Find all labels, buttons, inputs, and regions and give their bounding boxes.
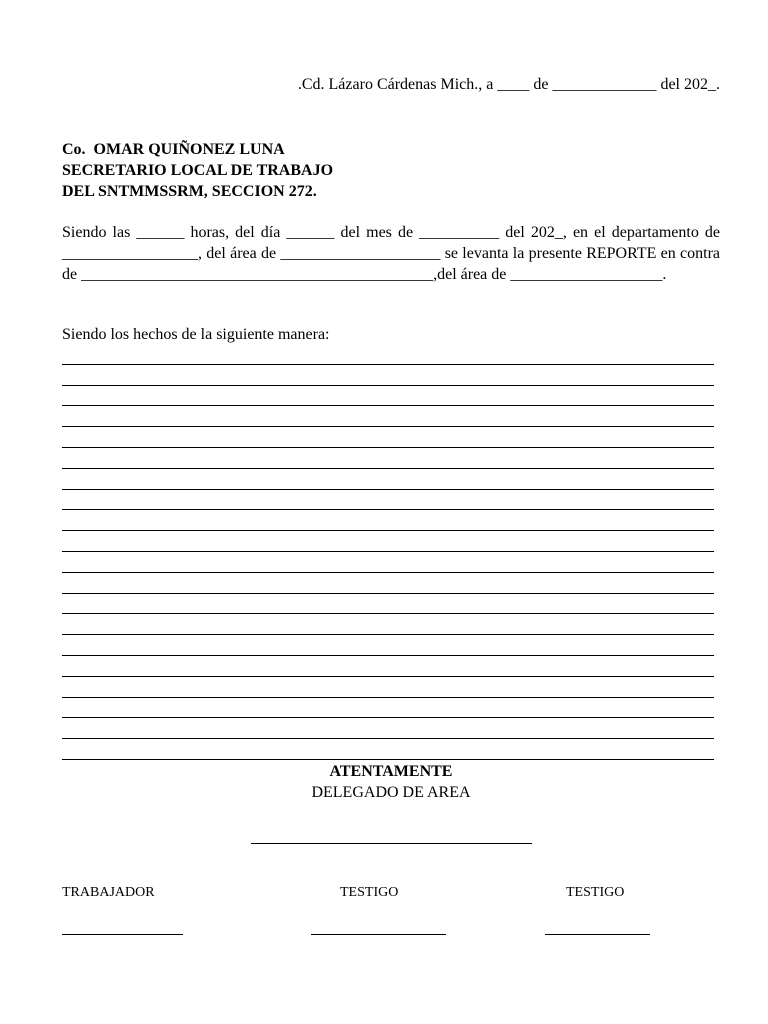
writing-line — [62, 698, 714, 719]
closing-salutation: ATENTAMENTE — [329, 763, 453, 780]
report-body-paragraph: Siendo las ______ horas, del día ______ del mes de __________ del 202_, en el departamento de _________________, del área de ____________________ se levanta la presente REPORTE en contra de ____________________________________________,del área de ___________________. — [62, 224, 720, 283]
worker-signature-line — [62, 934, 183, 935]
writing-line — [62, 594, 714, 615]
worker-label: TRABAJADOR — [62, 885, 155, 900]
writing-line — [62, 427, 714, 448]
writing-line — [62, 531, 714, 552]
facts-intro: Siendo los hechos de la siguiente manera: — [62, 326, 330, 343]
addressee-title: SECRETARIO LOCAL DE TRABAJO — [62, 162, 334, 179]
delegate-signature-line — [251, 843, 532, 844]
writing-line — [62, 552, 714, 573]
writing-line — [62, 344, 714, 365]
writing-line — [62, 490, 714, 511]
writing-line — [62, 386, 714, 407]
witness1-label: TESTIGO — [340, 885, 399, 900]
writing-line — [62, 448, 714, 469]
writing-line — [62, 365, 714, 386]
writing-line — [62, 718, 714, 739]
writing-line — [62, 510, 714, 531]
writing-line — [62, 406, 714, 427]
writing-line — [62, 614, 714, 635]
witness1-signature-line — [311, 934, 446, 935]
closing-role: DELEGADO DE AREA — [311, 784, 471, 801]
writing-line — [62, 677, 714, 698]
writing-line — [62, 469, 714, 490]
addressee-block — [62, 139, 333, 202]
witness2-signature-line — [545, 934, 650, 935]
dateline: .Cd. Lázaro Cárdenas Mich., a ____ de _____________ del 202_. — [297, 76, 720, 93]
addressee-name: Co. OMAR QUIÑONEZ LUNA — [62, 141, 285, 158]
addressee-organization: DEL SNTMMSSRM, SECCION 272. — [62, 183, 317, 200]
witness2-label: TESTIGO — [566, 885, 625, 900]
writing-line — [62, 739, 714, 760]
writing-line — [62, 573, 714, 594]
writing-line — [62, 635, 714, 656]
writing-line — [62, 656, 714, 677]
facts-writing-lines — [62, 344, 714, 760]
